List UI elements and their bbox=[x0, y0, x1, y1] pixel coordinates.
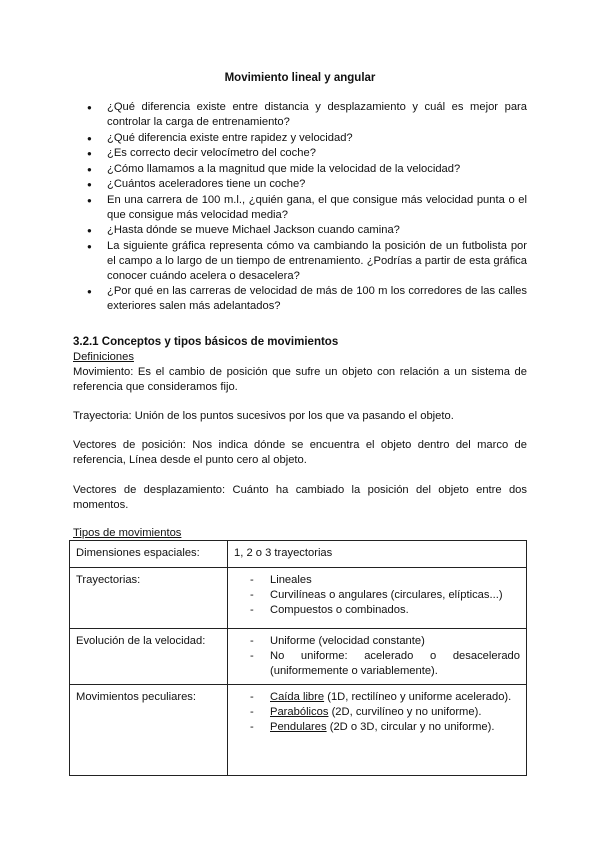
list-item: ● ¿Qué diferencia existe entre distancia y desplazamiento y cuál es mejor para controlar la carga de entrenamiento? bbox=[87, 100, 527, 130]
list-item bbox=[250, 705, 520, 720]
definition-paragraph: Movimiento: Es el cambio de posición que sufre un objeto con relación a un sistema de referencia que consideramos fijo. bbox=[73, 366, 527, 393]
table-row bbox=[70, 685, 527, 776]
list-item: ● ¿Es correcto decir velocímetro del coche? bbox=[87, 146, 527, 161]
list-item: ● ¿Por qué en las carreras de velocidad de más de 100 m los corredores de las calles exteriores salen más adelantados? bbox=[87, 284, 527, 314]
list-item: - Uniforme (velocidad constante) bbox=[250, 634, 520, 649]
term-description: (2D o 3D, circular y no uniforme). bbox=[326, 721, 495, 733]
table-cell-value bbox=[228, 568, 527, 629]
document-title: Movimiento lineal y angular bbox=[224, 72, 376, 84]
term-free-fall: Caída libre bbox=[270, 691, 325, 703]
definition-paragraph: Vectores de desplazamiento: Cuánto ha cambiado la posición del objeto entre dos momentos. bbox=[73, 484, 527, 511]
velocity-list bbox=[234, 634, 520, 679]
list-item: ● ¿Cómo llamamos a la magnitud que mide la velocidad de la velocidad? bbox=[87, 162, 527, 177]
table-row bbox=[70, 568, 527, 629]
table-row bbox=[70, 629, 527, 685]
list-item: - Curvilíneas o angulares (circulares, elípticas...) bbox=[250, 588, 520, 603]
table-row bbox=[70, 541, 527, 568]
list-item bbox=[250, 690, 520, 705]
peculiar-movements-list bbox=[234, 690, 520, 735]
list-item bbox=[250, 720, 520, 735]
section-heading: 3.2.1 Conceptos y tipos básicos de movimientos bbox=[73, 336, 339, 348]
list-item: - No uniforme: acelerado o desacelerado (uniformemente o variablemente). bbox=[250, 649, 520, 679]
table-cell-value bbox=[228, 685, 527, 776]
definition-paragraph: Trayectoria: Unión de los puntos sucesivos por los que va pasando el objeto. bbox=[73, 410, 454, 422]
table-cell-label: Trayectorias: bbox=[70, 568, 228, 629]
trajectories-list bbox=[234, 573, 520, 618]
term-description: (2D, curvilíneo y no uniforme). bbox=[328, 706, 482, 718]
table-cell-value: 1, 2 o 3 trayectorias bbox=[228, 541, 527, 568]
table-cell-label: Movimientos peculiares: bbox=[70, 685, 228, 776]
questions-list bbox=[87, 100, 527, 315]
movement-types-table bbox=[69, 540, 527, 776]
list-item: ● ¿Hasta dónde se mueve Michael Jackson cuando camina? bbox=[87, 223, 527, 238]
types-heading: Tipos de movimientos bbox=[73, 527, 182, 539]
term-pendular: Pendulares bbox=[270, 721, 327, 733]
table-cell-label: Evolución de la velocidad: bbox=[70, 629, 228, 685]
table-cell-label: Dimensiones espaciales: bbox=[70, 541, 228, 568]
definitions-heading: Definiciones bbox=[73, 351, 134, 363]
definition-paragraph: Vectores de posición: Nos indica dónde se encuentra el objeto dentro del marco de referencia, Línea desde el punto cero al objeto. bbox=[73, 439, 527, 466]
list-item: ● ¿Qué diferencia existe entre rapidez y velocidad? bbox=[87, 131, 527, 146]
term-description: (1D, rectilíneo y uniforme acelerado). bbox=[324, 691, 512, 703]
table-cell-value bbox=[228, 629, 527, 685]
list-item: - Lineales bbox=[250, 573, 520, 588]
list-item: ● ¿Cuántos aceleradores tiene un coche? bbox=[87, 177, 527, 192]
term-parabolic: Parabólicos bbox=[270, 706, 329, 718]
list-item: - Compuestos o combinados. bbox=[250, 603, 520, 618]
list-item: ● En una carrera de 100 m.l., ¿quién gana, el que consigue más velocidad punta o el que consigue más velocidad media? bbox=[87, 193, 527, 223]
list-item: ● La siguiente gráfica representa cómo va cambiando la posición de un futbolista por el campo a lo largo de un tiempo de entrenamiento. ¿Podrías a partir de esta gráfica conocer cuándo acelera o desacelera? bbox=[87, 239, 527, 284]
